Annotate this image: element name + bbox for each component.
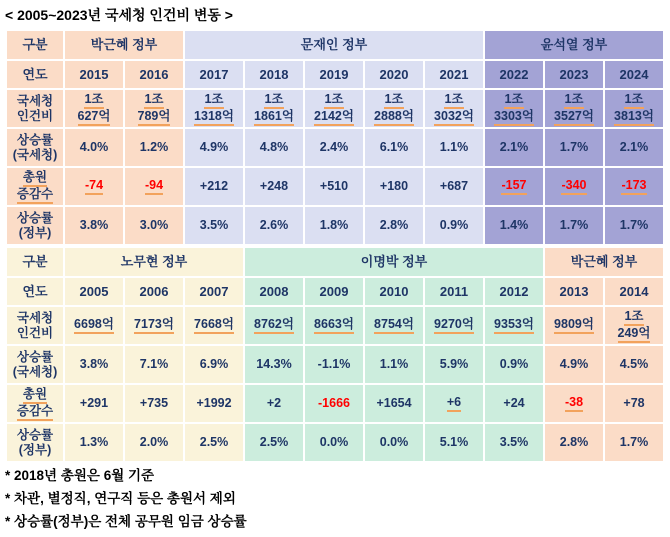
cell-text: 박근혜 정부 (570, 254, 638, 270)
lower-table-2005-2014 (5, 246, 665, 463)
cell-text: 문재인 정부 (300, 37, 368, 53)
cell-text: 증감수 (17, 187, 53, 204)
cell-text: +78 (623, 396, 645, 410)
cell-text: 7173억 (134, 317, 174, 334)
upper-row-label-2 (7, 168, 63, 205)
cell-text: 1.3% (79, 435, 109, 449)
cell-text: 1조 (264, 92, 283, 109)
lower-value-2011 (425, 385, 483, 422)
upper-value-2023 (545, 207, 603, 244)
lower-value-2009 (305, 346, 363, 383)
upper-group-header-1 (185, 31, 483, 59)
upper-year-row (7, 61, 663, 88)
upper-value-2020 (365, 207, 423, 244)
cell-text: 8762억 (254, 317, 294, 334)
upper-value-2018 (245, 168, 303, 205)
cell-text: -157 (501, 178, 526, 195)
upper-value-2024 (605, 168, 663, 205)
upper-data-row-2 (7, 168, 663, 205)
cell-text: 3.8% (79, 357, 109, 371)
cell-text: 4.8% (259, 140, 289, 154)
cell-text: 1조 (144, 92, 163, 109)
cell-text: 2022 (499, 66, 529, 82)
upper-value-2015 (65, 90, 123, 127)
lower-value-2012 (485, 307, 543, 344)
upper-value-2022 (485, 168, 543, 205)
upper-group-header-2 (485, 31, 663, 59)
cell-text: 2.5% (259, 435, 289, 449)
upper-value-2018 (245, 90, 303, 127)
upper-value-2020 (365, 90, 423, 127)
lower-value-2013 (545, 307, 603, 344)
cell-text: 2.1% (499, 140, 529, 154)
cell-text: 1.7% (619, 435, 649, 449)
cell-text: 789억 (138, 109, 171, 126)
upper-value-2021 (425, 90, 483, 127)
lower-value-2008 (245, 346, 303, 383)
footnotes (5, 466, 670, 532)
cell-text: +1992 (196, 396, 232, 410)
cell-text: 1조 (84, 92, 103, 109)
cell-text: 1.7% (559, 140, 589, 154)
cell-text: +212 (199, 179, 229, 193)
lower-value-2009 (305, 424, 363, 461)
cell-text: 8663억 (314, 317, 354, 334)
lower-table-body (7, 248, 663, 461)
cell-text: 2007 (199, 283, 229, 299)
lower-value-2011 (425, 424, 483, 461)
cell-text: 5.9% (439, 357, 469, 371)
lower-value-2006 (125, 385, 183, 422)
upper-value-2022 (485, 207, 543, 244)
upper-corner-label (7, 31, 63, 59)
cell-text: 이명박 정부 (360, 254, 428, 270)
upper-data-row-0 (7, 90, 663, 127)
cell-text: 1조 (324, 92, 343, 109)
cell-text: 3.5% (199, 218, 229, 232)
cell-text: 박근혜 정부 (90, 37, 158, 53)
upper-value-2019 (305, 90, 363, 127)
cell-text: 2888억 (374, 109, 414, 126)
upper-value-2019 (305, 207, 363, 244)
cell-text: 8754억 (374, 317, 414, 334)
upper-value-2016 (125, 207, 183, 244)
cell-text: 1.1% (379, 357, 409, 371)
lower-value-2008 (245, 385, 303, 422)
lower-value-2005 (65, 346, 123, 383)
upper-value-2020 (365, 129, 423, 166)
upper-year-2019 (305, 61, 363, 88)
cell-text: (정부) (18, 225, 52, 240)
cell-text: 9809억 (554, 317, 594, 334)
cell-text: 2017 (199, 66, 229, 82)
cell-text: 국세청 (16, 93, 54, 108)
upper-year-2023 (545, 61, 603, 88)
upper-row-label-0 (7, 90, 63, 127)
cell-text: 1.8% (319, 218, 349, 232)
upper-value-2022 (485, 129, 543, 166)
cell-text: 3527억 (554, 109, 594, 126)
lower-value-2009 (305, 307, 363, 344)
cell-text: 7668억 (194, 317, 234, 334)
cell-text: 2.0% (139, 435, 169, 449)
lower-value-2010 (365, 424, 423, 461)
cell-text: 3.0% (139, 218, 169, 232)
cell-text: 0.9% (439, 218, 469, 232)
lower-value-2005 (65, 424, 123, 461)
cell-text: 2009 (319, 283, 349, 299)
lower-row-label-2 (7, 385, 63, 422)
cell-text: 2023 (559, 66, 589, 82)
upper-year-2020 (365, 61, 423, 88)
lower-year-2008 (245, 278, 303, 305)
lower-value-2013 (545, 385, 603, 422)
cell-text: +24 (503, 396, 525, 410)
upper-value-2021 (425, 168, 483, 205)
upper-value-2017 (185, 168, 243, 205)
cell-text: 총원 (23, 170, 47, 187)
cell-text: 총원 (23, 387, 47, 404)
cell-text: 1861억 (254, 109, 294, 126)
lower-value-2005 (65, 385, 123, 422)
cell-text: +6 (447, 395, 461, 412)
lower-value-2007 (185, 307, 243, 344)
cell-text: 627억 (78, 109, 111, 126)
lower-value-2008 (245, 307, 303, 344)
upper-value-2017 (185, 129, 243, 166)
footnote-3: * 상승률(정부)은 전체 공무원 임금 상승률 (5, 514, 247, 529)
cell-text: 249억 (618, 326, 651, 343)
lower-value-2007 (185, 346, 243, 383)
cell-text: 2.8% (559, 435, 589, 449)
upper-value-2023 (545, 90, 603, 127)
lower-group-header-2 (545, 248, 663, 276)
cell-text: 4.0% (79, 140, 109, 154)
cell-text: 1.4% (499, 218, 529, 232)
lower-corner-label (7, 248, 63, 276)
upper-value-2021 (425, 129, 483, 166)
cell-text: -1.1% (317, 357, 351, 371)
cell-text: +2 (266, 396, 282, 410)
lower-value-2012 (485, 346, 543, 383)
cell-text: -38 (565, 395, 583, 412)
cell-text: 국세청 (16, 310, 54, 325)
cell-text: 0.9% (499, 357, 529, 371)
upper-year-label (7, 61, 63, 88)
cell-text: 2.8% (379, 218, 409, 232)
lower-value-2014 (605, 424, 663, 461)
cell-text: 2020 (379, 66, 409, 82)
cell-text: 연도 (22, 66, 48, 82)
lower-group-header-0 (65, 248, 243, 276)
upper-value-2023 (545, 129, 603, 166)
cell-text: +687 (439, 179, 469, 193)
lower-year-2011 (425, 278, 483, 305)
cell-text: 2019 (319, 66, 349, 82)
lower-year-2010 (365, 278, 423, 305)
lower-data-row-3 (7, 424, 663, 461)
cell-text: 1조 (504, 92, 523, 109)
cell-text: 인건비 (16, 108, 54, 123)
upper-value-2017 (185, 90, 243, 127)
cell-text: -173 (621, 178, 646, 195)
lower-value-2011 (425, 346, 483, 383)
cell-text: 1318억 (194, 109, 234, 126)
upper-data-row-1 (7, 129, 663, 166)
lower-value-2013 (545, 424, 603, 461)
cell-text: 노무현 정부 (120, 254, 188, 270)
cell-text: 2006 (139, 283, 169, 299)
upper-value-2015 (65, 207, 123, 244)
cell-text: 구분 (22, 254, 48, 270)
upper-value-2023 (545, 168, 603, 205)
cell-text: 2011 (439, 283, 469, 299)
upper-table-body (7, 31, 663, 244)
cell-text: 1조 (564, 92, 583, 109)
lower-year-2009 (305, 278, 363, 305)
lower-value-2012 (485, 424, 543, 461)
cell-text: 9353억 (494, 317, 534, 334)
lower-year-2005 (65, 278, 123, 305)
upper-value-2019 (305, 129, 363, 166)
upper-value-2019 (305, 168, 363, 205)
cell-text: -74 (85, 178, 103, 195)
cell-text: 2.6% (259, 218, 289, 232)
lower-data-row-2 (7, 385, 663, 422)
lower-row-label-1 (7, 346, 63, 383)
cell-text: 3032억 (434, 109, 474, 126)
cell-text: 4.9% (199, 140, 229, 154)
cell-text: 연도 (22, 283, 48, 299)
cell-text: +248 (259, 179, 289, 193)
cell-text: 2018 (259, 66, 289, 82)
cell-text: 2015 (79, 66, 109, 82)
lower-value-2005 (65, 307, 123, 344)
upper-value-2017 (185, 207, 243, 244)
cell-text: 14.3% (256, 357, 292, 371)
cell-text: 3303억 (494, 109, 534, 126)
upper-year-2017 (185, 61, 243, 88)
upper-value-2024 (605, 129, 663, 166)
upper-value-2021 (425, 207, 483, 244)
cell-text: 1조 (624, 309, 643, 326)
cell-text: 2021 (439, 66, 469, 82)
cell-text: (정부) (18, 442, 52, 457)
upper-value-2015 (65, 168, 123, 205)
lower-value-2008 (245, 424, 303, 461)
cell-text: (국세청) (12, 364, 58, 379)
cell-text: 0.0% (319, 435, 349, 449)
lower-year-2013 (545, 278, 603, 305)
lower-value-2007 (185, 385, 243, 422)
lower-value-2009 (305, 385, 363, 422)
cell-text: 1조 (204, 92, 223, 109)
upper-year-2016 (125, 61, 183, 88)
lower-value-2014 (605, 346, 663, 383)
upper-year-2015 (65, 61, 123, 88)
lower-group-header-1 (245, 248, 543, 276)
upper-year-2021 (425, 61, 483, 88)
cell-text: 2008 (259, 283, 289, 299)
cell-text: 상승률 (16, 349, 54, 364)
lower-year-row (7, 278, 663, 305)
cell-text: 1.2% (139, 140, 169, 154)
cell-text: 2142억 (314, 109, 354, 126)
cell-text: 윤석열 정부 (540, 37, 608, 53)
lower-value-2013 (545, 346, 603, 383)
cell-text: +180 (379, 179, 409, 193)
lower-value-2010 (365, 346, 423, 383)
lower-year-2012 (485, 278, 543, 305)
upper-group-header-0 (65, 31, 183, 59)
cell-text: +735 (139, 396, 169, 410)
upper-year-2018 (245, 61, 303, 88)
cell-text: -1666 (318, 396, 350, 410)
lower-year-2006 (125, 278, 183, 305)
cell-text: -94 (145, 178, 163, 195)
cell-text: 2005 (79, 283, 109, 299)
upper-value-2018 (245, 129, 303, 166)
lower-row-label-3 (7, 424, 63, 461)
cell-text: 6.1% (379, 140, 409, 154)
upper-value-2015 (65, 129, 123, 166)
lower-data-row-1 (7, 346, 663, 383)
cell-text: 구분 (22, 37, 48, 53)
cell-text: 2024 (619, 66, 649, 82)
cell-text: 1조 (384, 92, 403, 109)
lower-group-row (7, 248, 663, 276)
lower-value-2010 (365, 307, 423, 344)
upper-table-2015-2024 (5, 29, 665, 246)
upper-value-2024 (605, 90, 663, 127)
cell-text: 3.8% (79, 218, 109, 232)
cell-text: 4.9% (559, 357, 589, 371)
cell-text: 2010 (379, 283, 409, 299)
cell-text: 0.0% (379, 435, 409, 449)
cell-text: 1조 (624, 92, 643, 109)
lower-value-2012 (485, 385, 543, 422)
lower-data-row-0 (7, 307, 663, 344)
cell-text: 2016 (139, 66, 169, 82)
cell-text: +510 (319, 179, 349, 193)
cell-text: +1654 (376, 396, 412, 410)
lower-value-2006 (125, 424, 183, 461)
cell-text: 1조 (444, 92, 463, 109)
cell-text: 5.1% (439, 435, 469, 449)
upper-value-2016 (125, 90, 183, 127)
cell-text: 1.7% (559, 218, 589, 232)
upper-year-2024 (605, 61, 663, 88)
upper-value-2016 (125, 129, 183, 166)
lower-row-label-0 (7, 307, 63, 344)
upper-value-2020 (365, 168, 423, 205)
lower-year-2007 (185, 278, 243, 305)
cell-text: 1.7% (619, 218, 649, 232)
upper-value-2016 (125, 168, 183, 205)
upper-year-2022 (485, 61, 543, 88)
upper-value-2024 (605, 207, 663, 244)
lower-value-2006 (125, 346, 183, 383)
upper-row-label-1 (7, 129, 63, 166)
lower-value-2014 (605, 385, 663, 422)
cell-text: 3813억 (614, 109, 654, 126)
cell-text: 증감수 (17, 404, 53, 421)
cell-text: 2.1% (619, 140, 649, 154)
lower-value-2010 (365, 385, 423, 422)
cell-text: 2012 (499, 283, 529, 299)
upper-group-row (7, 31, 663, 59)
footnote-1: * 2018년 총원은 6월 기준 (5, 468, 155, 483)
lower-year-label (7, 278, 63, 305)
lower-value-2011 (425, 307, 483, 344)
upper-row-label-3 (7, 207, 63, 244)
cell-text: 1.1% (439, 140, 469, 154)
cell-text: 2.4% (319, 140, 349, 154)
cell-text: 6.9% (199, 357, 229, 371)
cell-text: (국세청) (12, 147, 58, 162)
cell-text: -340 (561, 178, 586, 195)
cell-text: 2013 (559, 283, 589, 299)
upper-value-2022 (485, 90, 543, 127)
lower-value-2006 (125, 307, 183, 344)
cell-text: 3.5% (499, 435, 529, 449)
cell-text: 상승률 (16, 427, 54, 442)
cell-text: 2014 (619, 283, 649, 299)
cell-text: +291 (79, 396, 109, 410)
cell-text: 상승률 (16, 210, 54, 225)
cell-text: 7.1% (139, 357, 169, 371)
figure-title: < 2005~2023년 국세청 인건비 변동 > (5, 7, 233, 23)
lower-value-2007 (185, 424, 243, 461)
footnote-2: * 차관, 별정직, 연구직 등은 총원서 제외 (5, 491, 236, 506)
cell-text: 인건비 (16, 325, 54, 340)
cell-text: 4.5% (619, 357, 649, 371)
cell-text: 9270억 (434, 317, 474, 334)
lower-value-2014 (605, 307, 663, 344)
cell-text: 2.5% (199, 435, 229, 449)
upper-data-row-3 (7, 207, 663, 244)
cell-text: 6698억 (74, 317, 114, 334)
lower-year-2014 (605, 278, 663, 305)
upper-value-2018 (245, 207, 303, 244)
cell-text: 상승률 (16, 132, 54, 147)
